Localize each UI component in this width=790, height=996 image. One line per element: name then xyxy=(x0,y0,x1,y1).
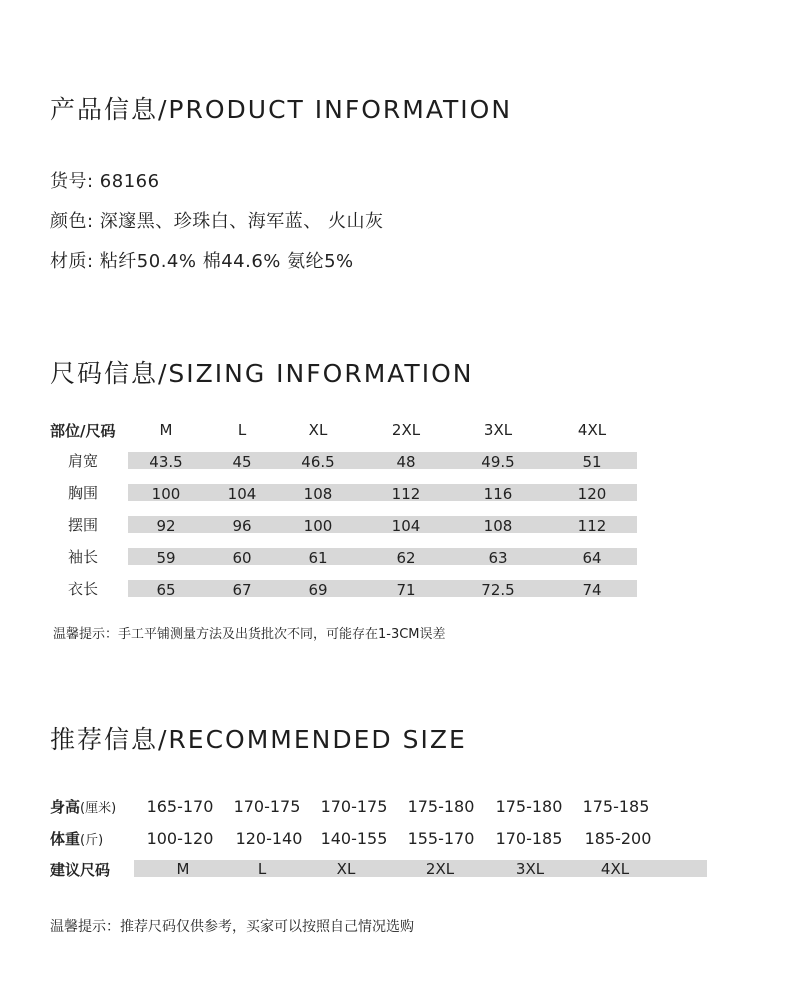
table-cell: 46.5 xyxy=(301,453,335,471)
sizing-table-corner: 部位/尺码 xyxy=(50,422,116,440)
table-cell: 96 xyxy=(232,517,252,535)
height-range: 170-175 xyxy=(233,797,301,816)
size-header: 4XL xyxy=(577,421,607,439)
table-cell: 120 xyxy=(577,485,607,503)
table-cell: 62 xyxy=(396,549,416,567)
table-cell: 92 xyxy=(156,517,176,535)
table-cell: 116 xyxy=(483,485,513,503)
height-label-main: 身高 xyxy=(50,798,81,816)
height-label xyxy=(50,796,116,817)
table-cell: 100 xyxy=(151,485,181,503)
size-header: 2XL xyxy=(391,421,421,439)
weight-range: 100-120 xyxy=(146,829,214,848)
table-cell: 63 xyxy=(488,549,508,567)
table-cell: 45 xyxy=(232,453,252,471)
recommend-size: M xyxy=(176,860,190,878)
table-cell: 64 xyxy=(582,549,602,567)
table-cell: 108 xyxy=(303,485,333,503)
recommend-size: 2XL xyxy=(425,860,455,878)
weight-label-main: 体重 xyxy=(50,830,81,848)
table-cell: 61 xyxy=(308,549,328,567)
table-cell: 74 xyxy=(582,581,602,599)
row-label: 肩宽 xyxy=(68,452,99,470)
height-range: 175-185 xyxy=(582,797,650,816)
table-cell: 100 xyxy=(303,517,333,535)
recommend-size: XL xyxy=(336,860,356,878)
table-cell: 108 xyxy=(483,517,513,535)
table-cell: 104 xyxy=(391,517,421,535)
sizing-note: 温馨提示：手工平铺测量方法及出货批次不同，可能存在1-3CM误差 xyxy=(53,627,446,642)
table-cell: 65 xyxy=(156,581,176,599)
row-label: 胸围 xyxy=(68,484,99,502)
size-header: M xyxy=(159,421,173,439)
weight-label-unit: (斤) xyxy=(80,833,104,848)
table-cell: 51 xyxy=(582,453,602,471)
table-cell: 112 xyxy=(391,485,421,503)
table-cell: 72.5 xyxy=(481,581,515,599)
recommend-size: L xyxy=(257,860,267,878)
table-cell: 71 xyxy=(396,581,416,599)
table-cell: 43.5 xyxy=(149,453,183,471)
recommend-note: 温馨提示：推荐尺码仅供参考，买家可以按照自己情况选购 xyxy=(50,919,414,935)
sizing-info-title: 尺码信息/SIZING INFORMATION xyxy=(50,359,474,388)
product-sku: 货号: 68166 xyxy=(50,171,160,192)
product-material: 材质: 粘纤50.4% 棉44.6% 氨纶5% xyxy=(50,251,354,272)
row-label: 摆围 xyxy=(68,516,99,534)
product-colors: 颜色: 深邃黑、珍珠白、海军蓝、 火山灰 xyxy=(50,211,384,232)
weight-range: 155-170 xyxy=(407,829,475,848)
weight-range: 185-200 xyxy=(584,829,652,848)
size-header: XL xyxy=(308,421,328,439)
row-label: 袖长 xyxy=(68,548,99,566)
row-label: 衣长 xyxy=(68,580,99,598)
size-label: 建议尺码 xyxy=(50,861,111,879)
table-cell: 60 xyxy=(232,549,252,567)
weight-range: 140-155 xyxy=(320,829,388,848)
weight-range: 170-185 xyxy=(495,829,563,848)
table-cell: 48 xyxy=(396,453,416,471)
height-label-unit: (厘米) xyxy=(80,801,117,816)
size-header: L xyxy=(237,421,247,439)
table-cell: 69 xyxy=(308,581,328,599)
weight-label xyxy=(50,828,103,849)
recommend-title: 推荐信息/RECOMMENDED SIZE xyxy=(50,725,467,754)
size-header: 3XL xyxy=(483,421,513,439)
weight-range: 120-140 xyxy=(235,829,303,848)
recommend-size: 4XL xyxy=(600,860,630,878)
table-cell: 59 xyxy=(156,549,176,567)
table-cell: 104 xyxy=(227,485,257,503)
product-info-title: 产品信息/PRODUCT INFORMATION xyxy=(50,95,513,124)
table-cell: 49.5 xyxy=(481,453,515,471)
table-cell: 112 xyxy=(577,517,607,535)
table-cell: 67 xyxy=(232,581,252,599)
height-range: 175-180 xyxy=(407,797,475,816)
height-range: 165-170 xyxy=(146,797,214,816)
height-range: 175-180 xyxy=(495,797,563,816)
recommend-size: 3XL xyxy=(515,860,545,878)
height-range: 170-175 xyxy=(320,797,388,816)
